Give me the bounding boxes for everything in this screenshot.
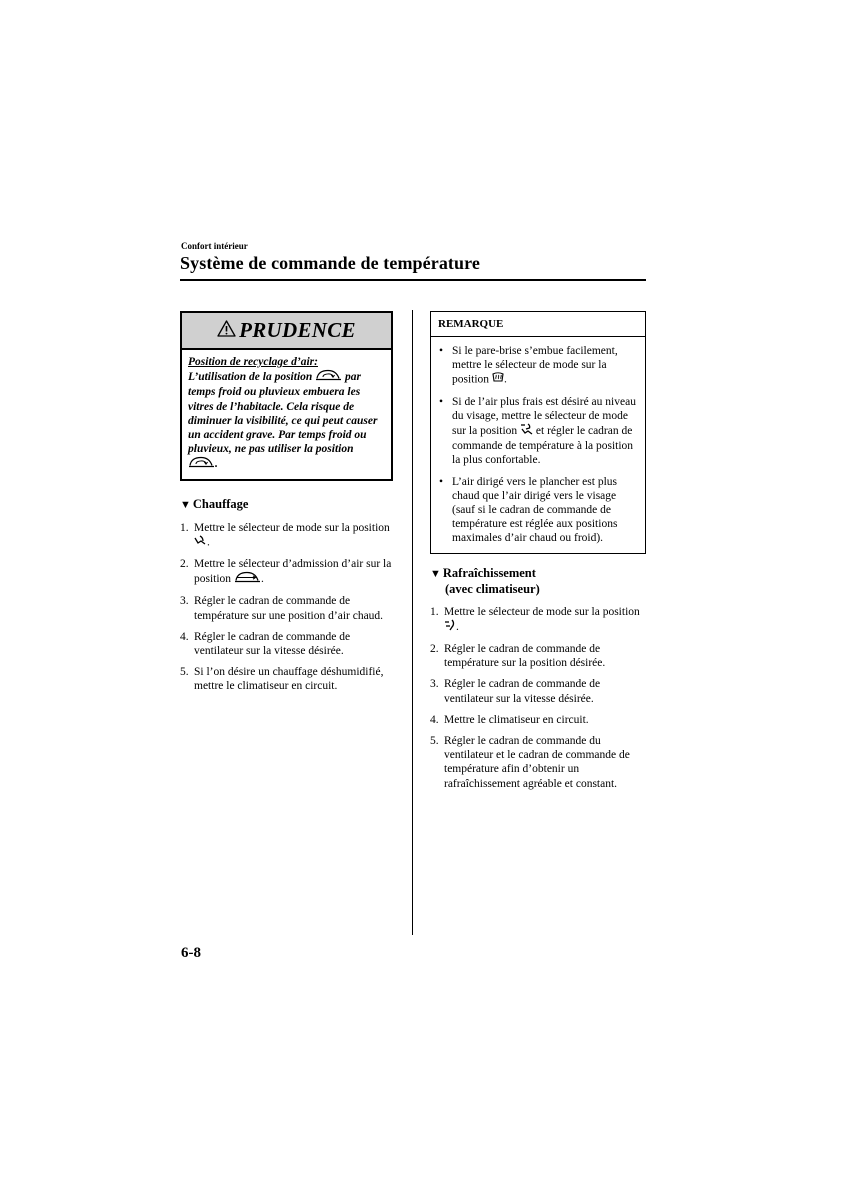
step-text: Si l’on désire un chauffage déshumidifié, mettre le climatiseur en circuit. xyxy=(194,666,384,693)
step-text: Régler le cadran de commande de ventilateur sur la vitesse désirée. xyxy=(444,678,601,705)
list-item xyxy=(439,344,637,388)
note-text: Si le pare-brise s’embue facilement, mettre le sélecteur de mode sur la position xyxy=(452,345,618,386)
triangle-down-icon: ▼ xyxy=(180,498,191,511)
list-item xyxy=(430,677,646,705)
step-number: 1. xyxy=(430,605,439,618)
step-number: 5. xyxy=(430,735,439,748)
air-recirculation-icon xyxy=(315,369,342,385)
cooling-steps xyxy=(430,605,646,791)
warning-header xyxy=(182,313,391,350)
step-text: Mettre le sélecteur de mode sur la position xyxy=(444,605,640,618)
step-number: 3. xyxy=(430,678,439,691)
step-text: Régler le cadran de commande de température sur la position désirée. xyxy=(444,643,606,670)
step-text: Mettre le climatiseur en circuit. xyxy=(444,713,589,726)
section-label: Confort intérieur xyxy=(181,241,248,251)
note-text: Si de l’air plus frais est désiré au niveau du visage, mettre le sélecteur de mode sur la position xyxy=(452,395,636,437)
bullet-icon: • xyxy=(439,475,444,488)
page-title: Système de commande de température xyxy=(180,253,480,273)
step-number: 5. xyxy=(180,666,189,679)
step-text-end: . xyxy=(260,572,264,585)
list-item xyxy=(439,475,637,546)
cooling-heading-text: Rafraîchissement xyxy=(442,565,536,580)
list-item xyxy=(430,605,646,635)
list-item xyxy=(430,713,646,727)
note-text-end: . xyxy=(503,373,507,386)
warning-title: PRUDENCE xyxy=(239,318,356,342)
warning-triangle-icon xyxy=(217,320,236,342)
step-text-end: . xyxy=(456,620,459,633)
step-text: Mettre le sélecteur de mode sur la position xyxy=(194,521,390,534)
warning-text-start: L’utilisation de la position xyxy=(188,370,313,383)
warning-box xyxy=(180,311,393,481)
step-text: Régler le cadran de commande du ventilateur et le cadran de commande de température afin d’obtenir un rafraîchissement agréable et constant. xyxy=(444,735,630,790)
triangle-down-icon: ▼ xyxy=(430,567,441,580)
note-box xyxy=(430,311,646,554)
step-text: Régler le cadran de commande de ventilateur sur la vitesse désirée. xyxy=(194,630,351,658)
list-item xyxy=(430,734,646,791)
air-recirculation-icon xyxy=(188,456,215,472)
note-text: L’air dirigé vers le plancher est plus chaud que l’air dirigé vers le visage (sauf si le cadran de commande de température est réglée aux positions maximales d’air chaud ou froid). xyxy=(452,475,618,545)
warning-heading: Position de recyclage d’air: xyxy=(188,356,318,368)
step-text-end: . xyxy=(207,536,210,549)
list-item xyxy=(430,642,646,670)
step-number: 2. xyxy=(430,643,439,656)
list-item xyxy=(180,557,397,587)
bullet-icon: • xyxy=(439,345,444,357)
face-mode-icon xyxy=(444,619,456,635)
outside-air-icon xyxy=(234,571,261,587)
note-list xyxy=(431,337,645,553)
warning-body xyxy=(182,350,391,479)
title-rule xyxy=(180,279,646,281)
bullet-icon: • xyxy=(439,395,444,408)
cooling-heading xyxy=(430,566,646,597)
step-number: 1. xyxy=(180,521,189,534)
step-number: 4. xyxy=(430,713,439,726)
right-column xyxy=(430,311,646,798)
step-text: Mettre le sélecteur d’admission d’air sur la position xyxy=(194,558,392,585)
floor-mode-icon xyxy=(194,535,207,550)
step-number: 2. xyxy=(180,558,189,571)
list-item xyxy=(180,665,397,693)
list-item xyxy=(180,521,397,550)
warning-text-end: . xyxy=(215,458,218,471)
bi-level-mode-icon xyxy=(520,423,533,439)
list-item xyxy=(439,395,637,468)
warning-text-middle: par temps froid ou pluvieux embuera les vitres de l’habitacle. Cela risque de diminuer la visibilité, ce qui peut causer un accident grave. Par temps froid ou pluvieux, ne pas utiliser la position xyxy=(188,370,378,456)
list-item xyxy=(180,630,397,658)
note-title: REMARQUE xyxy=(431,312,645,337)
left-column xyxy=(180,311,397,701)
heating-steps xyxy=(180,521,397,694)
cooling-heading-subtext: (avec climatiseur) xyxy=(445,581,540,596)
list-item xyxy=(180,594,397,622)
step-number: 4. xyxy=(180,630,189,643)
heating-heading-text: Chauffage xyxy=(192,496,249,511)
step-text: Régler le cadran de commande de température sur une position d’air chaud. xyxy=(194,595,384,622)
defroster-mode-icon xyxy=(492,372,504,387)
column-divider xyxy=(412,310,413,935)
step-number: 3. xyxy=(180,595,189,608)
page-number: 6-8 xyxy=(181,945,201,961)
heating-heading xyxy=(180,497,397,513)
note-text-end: et régler le cadran de commande de température à la position la plus confortable. xyxy=(452,424,634,467)
